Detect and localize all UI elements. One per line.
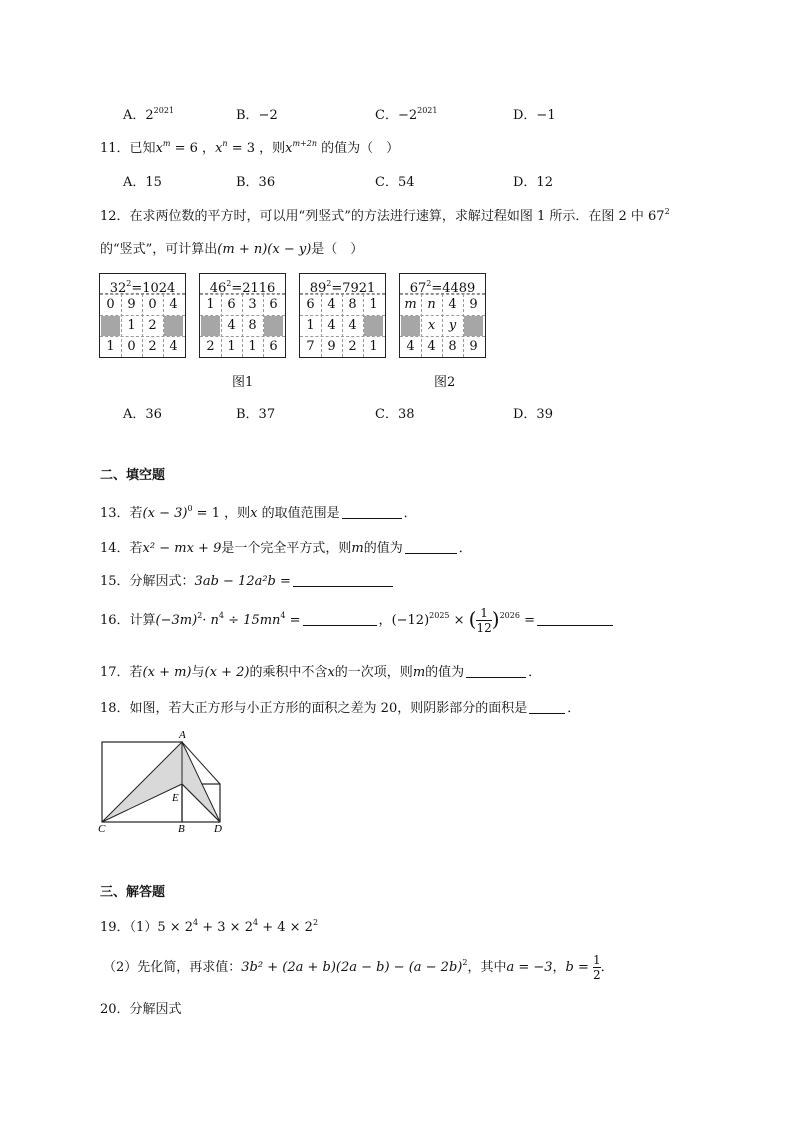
q17-answer-blank[interactable]: [466, 677, 526, 678]
question-18: 18．如图，若大正方形与小正方形的面积之差为 20，则阴影部分的面积是 ．: [100, 701, 581, 716]
grid-shaded-cell: [101, 316, 120, 336]
grid-cell: 4: [327, 318, 336, 333]
grid-title: $32^2=1024$: [100, 274, 185, 294]
grid-cell: 4: [227, 318, 236, 333]
grid-cell: 1: [206, 297, 215, 312]
q16-answer-blank-2[interactable]: [537, 625, 613, 626]
grid-cell: 4: [327, 297, 336, 312]
grid-cell: 2: [148, 318, 157, 333]
grid-cell: 1: [227, 339, 236, 354]
grid-title: $46^2=2116$: [200, 274, 285, 294]
question-11: 11．已知$x^m = 6$ ，$x^n = 3$ ，则$x^{m+2n}$ 的值为（ ）: [100, 139, 400, 156]
grid-cell: 9: [469, 297, 478, 312]
question-17: 17．若(x + m)与(x + 2)的乘积中不含x的一次项，则m的值为 ．: [100, 665, 542, 680]
label-d: D: [214, 823, 222, 835]
grid-title: $67^2=4489$: [400, 274, 485, 294]
label-b: B: [178, 823, 185, 835]
question-20: 20．分解因式: [100, 1002, 182, 1017]
grid-cell: 2: [206, 339, 215, 354]
grid-cell: 0: [127, 339, 136, 354]
grid-cell: 0: [148, 297, 157, 312]
grid-cell: n: [427, 297, 436, 312]
fig1-grid-3: [299, 273, 386, 358]
fig2-caption: 图2: [434, 375, 456, 390]
grid-cell: m: [404, 297, 417, 312]
q13-answer-blank[interactable]: [342, 518, 402, 519]
question-19-part1: 19．$(1)5 \times 2^4 + 3 \times 2^4 + 4 \times 2^2$: [100, 918, 319, 935]
grid-cell: 1: [306, 318, 315, 333]
grid-cell: 6: [269, 297, 278, 312]
label-a: A: [179, 729, 186, 741]
grid-cell: 1: [248, 339, 257, 354]
q11-option-a: A．15: [123, 175, 162, 190]
shaded-triangle-ade: [182, 742, 220, 822]
grid-cell: 6: [227, 297, 236, 312]
grid-cell: x: [427, 318, 436, 333]
grid-shaded-cell: [364, 316, 383, 336]
q10-option-c: C．$-2^{2021}$: [375, 106, 438, 123]
grid-shaded-cell: [164, 316, 183, 336]
grid-cell: 6: [306, 297, 315, 312]
question-16: 16．计算$(-3m)^2\cdot n^4 \div 15mn^4$ = ，$(-12)^{2025}$ × ( $\frac{1}{12}$ )$^{2026}$ =: [100, 606, 615, 635]
q14-answer-blank[interactable]: [405, 553, 457, 554]
grid-cell: 4: [348, 318, 357, 333]
grid-cell: 3: [248, 297, 257, 312]
q10-option-a: A．$2^{2021}$: [123, 106, 175, 123]
grid-cell: 1: [369, 339, 378, 354]
fig1-caption: 图1: [232, 375, 254, 390]
grid-cell: 8: [448, 339, 457, 354]
q11-option-d: D．12: [513, 175, 553, 190]
grid-cell: 4: [169, 297, 178, 312]
grid-title: $89^2=7921$: [300, 274, 385, 294]
fig1-grid-1: [99, 273, 186, 358]
q11-option-c: C．54: [375, 175, 415, 190]
grid-cell: 8: [348, 297, 357, 312]
grid-cell: 7: [306, 339, 315, 354]
grid-cell: 6: [269, 339, 278, 354]
question-14: 14．若x² − mx + 9是一个完全平方式，则m的值为 ．: [100, 541, 472, 556]
grid-shaded-cell: [401, 316, 420, 336]
q11-option-b: B．36: [236, 175, 276, 190]
q18-answer-blank[interactable]: [529, 713, 565, 714]
grid-cell: 0: [106, 297, 115, 312]
grid-cell: 9: [127, 297, 136, 312]
shaded-triangle-ace: [102, 742, 182, 822]
q15-answer-blank[interactable]: [293, 586, 393, 587]
q16-answer-blank-1[interactable]: [303, 625, 377, 626]
q12-option-d: D．39: [513, 407, 553, 422]
fig1-grid-2: [199, 273, 286, 358]
grid-cell: 2: [148, 339, 157, 354]
q18-figure: [96, 728, 231, 836]
label-c: C: [98, 823, 106, 835]
section-fill-in: 二、填空题: [100, 468, 166, 483]
grid-cell: 2: [348, 339, 357, 354]
question-13: 13．若$(x - 3)^0 = 1$ ，则x 的取值范围是 ．: [100, 504, 417, 521]
fig2-grid: [399, 273, 486, 358]
section-solutions: 三、解答题: [100, 885, 166, 900]
grid-cell: 4: [448, 297, 457, 312]
question-12-line2: 的“竖式”，可计算出(m + n)(x − y)是（ ）: [100, 242, 364, 257]
grid-shaded-cell: [201, 316, 220, 336]
grid-cell: 1: [127, 318, 136, 333]
grid-cell: 4: [169, 339, 178, 354]
grid-cell: 4: [406, 339, 415, 354]
grid-cell: 9: [327, 339, 336, 354]
grid-cell: 4: [427, 339, 436, 354]
grid-cell: 1: [369, 297, 378, 312]
grid-cell: 8: [248, 318, 257, 333]
q12-option-b: B．37: [236, 407, 276, 422]
question-15: 15．分解因式：3ab − 12a²b =: [100, 570, 395, 589]
q10-option-b: B．−2: [236, 108, 278, 123]
grid-cell: 1: [106, 339, 115, 354]
question-12-line1: 12．在求两位数的平方时，可以用“列竖式”的方法进行速算，求解过程如图 1 所示．在图 2 中 $67^2$: [100, 207, 670, 224]
label-e: E: [172, 792, 179, 804]
grid-cell: y: [448, 318, 457, 333]
q12-option-c: C．38: [375, 407, 415, 422]
q12-option-a: A．36: [123, 407, 162, 422]
grid-cell: 9: [469, 339, 478, 354]
grid-shaded-cell: [264, 316, 283, 336]
question-19-part2: （2）先化简，再求值：$3b^2 + (2a + b)(2a - b) - (a - 2b)^2$，其中a = −3，b = $\frac{1}{2}$ ．: [103, 953, 614, 982]
grid-shaded-cell: [464, 316, 483, 336]
q10-option-d: D．−1: [513, 108, 556, 123]
